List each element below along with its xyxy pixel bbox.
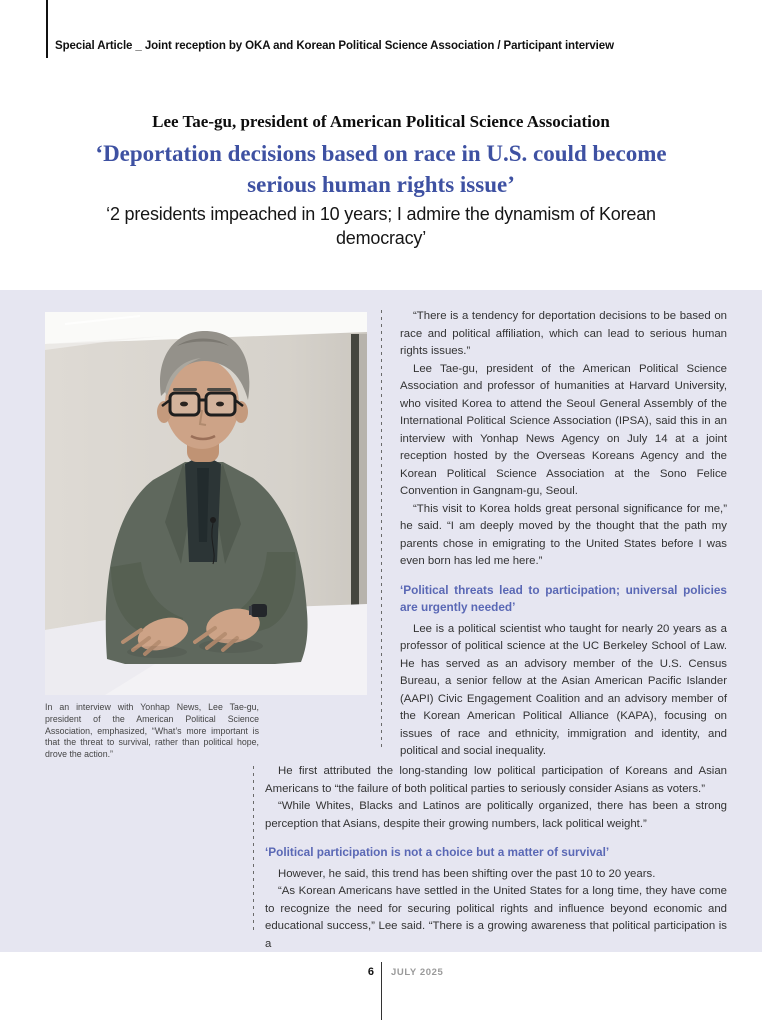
interview-photo (45, 312, 367, 695)
section-subhead: ‘Political threats lead to participation; universal policies are urgently needed’ (400, 582, 727, 614)
article-headline: ‘Deportation decisions based on race in U.S. could become serious human rights issue’ (95, 141, 667, 197)
paragraph: He first attributed the long-standing low political participation of Koreans and Asian Americans to “the failure of both political parties to seriously consider Asians as voters.” (265, 765, 727, 795)
issue-label: JULY 2025 (391, 967, 444, 978)
header-rule (46, 0, 48, 58)
section-subhead: ‘Political participation is not a choice but a matter of survival’ (265, 845, 610, 859)
article-subheadline: ‘2 presidents impeached in 10 years; I admire the dynamism of Korean democracy’ (106, 204, 656, 248)
column-divider-top (381, 310, 382, 750)
header-kicker: Special Article _ Joint reception by OKA and Korean Political Science Association / Participant interview (55, 40, 614, 52)
paragraph: “There is a tendency for deportation decisions to be based on race and political affiliation, which can lead to serious human rights issues.” (400, 310, 727, 357)
paragraph: Lee Tae-gu, president of the American Political Science Association and professor of humanities at Harvard University, who visited Korea to attend the Seoul General Assembly of the International Political Science Association (IPSA), said this in an interview with Yonhap News Agency on July 14 at a joint reception hosted by the Overseas Koreans Agency and the Korean Political Science Association at the Sono Felice Convention in Gangnam-gu, Seoul. (400, 362, 727, 497)
article-right-column (400, 308, 727, 761)
footer-rule (381, 962, 382, 1020)
paragraph: “This visit to Korea holds great personal significance for me,” he said. “I am deeply moved by the thought that the path my parents chose in emigrating to the United States before I was even born has led me here.” (400, 502, 727, 567)
column-divider-bottom (253, 766, 254, 932)
paragraph: “While Whites, Blacks and Latinos are politically organized, there has been a strong perception that Asians, despite their growing numbers, lack political weight.” (265, 800, 727, 830)
paragraph: “As Korean Americans have settled in the United States for a long time, they have come to recognize the need for securing political rights and influence beyond economic and educational success,” Lee said. “There is a growing awareness that political participation is a (265, 885, 727, 950)
article-kicker: Lee Tae-gu, president of American Political Science Association (152, 112, 610, 131)
article-lower-section (265, 763, 727, 953)
interview-photo-graphic (45, 312, 367, 695)
paragraph: Lee is a political scientist who taught for nearly 20 years as a professor of political science at the UC Berkeley School of Law. He has served as an advisory member of the U.S. Census Bureau, a senior fellow at the Asian American Pacific Islander (AAPI) Civic Engagement Coalition and an advisory member of the Korean American Political Alliance (KAPA), focusing on issues of race and ethnicity, immigration and identity, and political and social inequality. (400, 622, 727, 757)
page-number: 6 (367, 966, 374, 978)
photo-caption: In an interview with Yonhap News, Lee Tae-gu, president of the American Political Science Association, emphasized, “What’s more important is that the threat to survival, rather than political hope, drove the action.” (45, 702, 259, 760)
paragraph: However, he said, this trend has been shifting over the past 10 to 20 years. (278, 867, 656, 880)
